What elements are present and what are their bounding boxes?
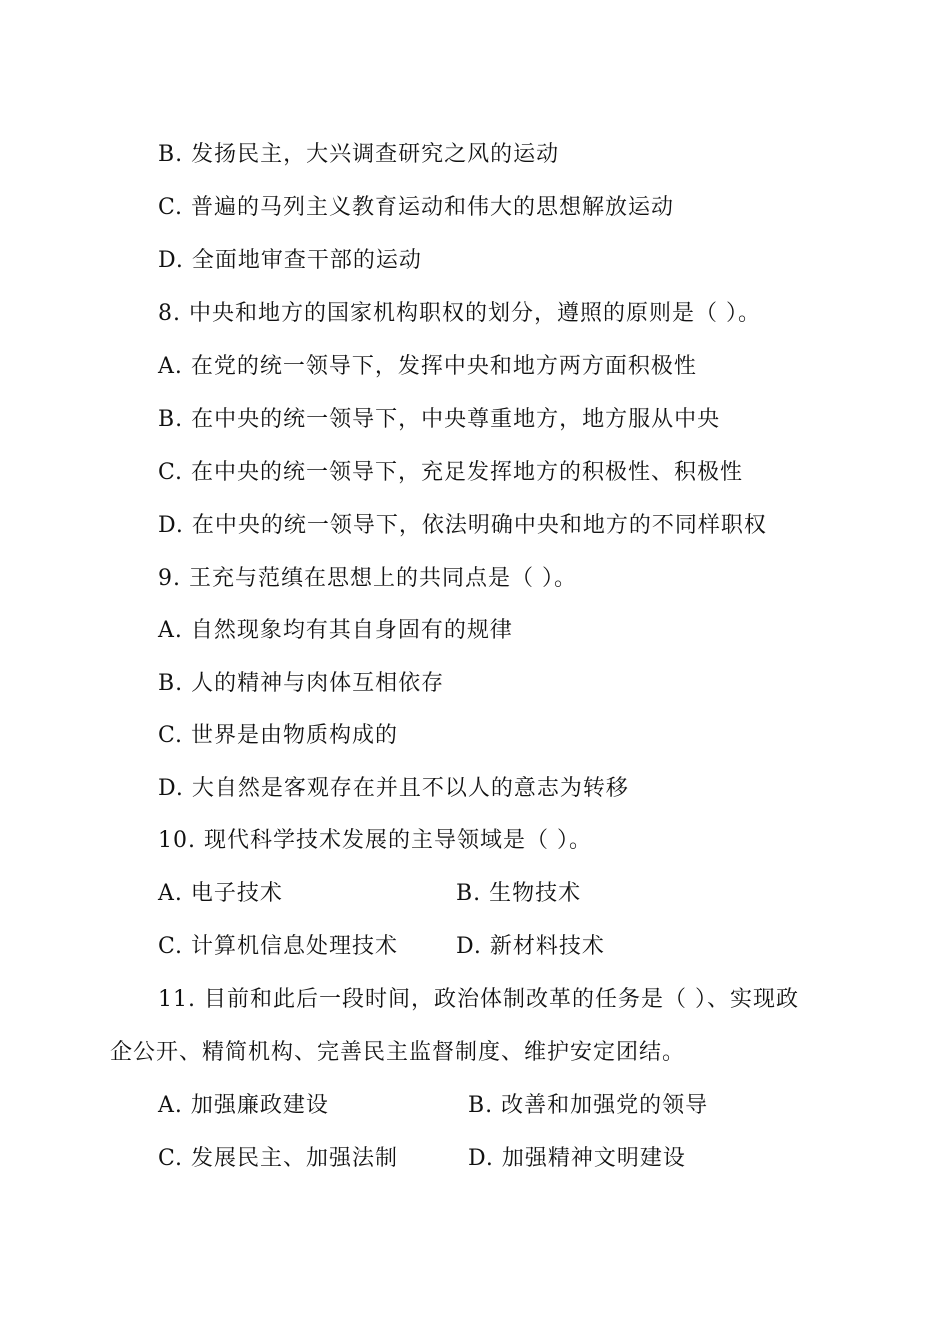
q9-option-c: C. 世界是由物质构成的: [158, 723, 399, 748]
q11-question-line1: 11. 目前和此后一段时间，政治体制改革的任务是（ ）、实现政: [158, 987, 799, 1012]
q8-question: 8. 中央和地方的国家机构职权的划分，遵照的原则是（ ）。: [158, 301, 761, 326]
q11-option-a: A. 加强廉政建设: [158, 1093, 329, 1118]
q8-option-c: C. 在中央的统一领导下，充足发挥地方的积极性、积极性: [158, 460, 744, 485]
q11-question-line2: 企公开、精简机构、完善民主监督制度、维护安定团结。: [110, 1040, 686, 1065]
q7-option-c: C. 普遍的马列主义教育运动和伟大的思想解放运动: [158, 195, 675, 220]
q8-option-a: A. 在党的统一领导下，发挥中央和地方两方面积极性: [158, 354, 697, 379]
q10-option-a: A. 电子技术: [158, 881, 283, 906]
q11-option-d: D. 加强精神文明建设: [468, 1146, 686, 1171]
q8-option-b: B. 在中央的统一领导下，中央尊重地方，地方服从中央: [158, 407, 721, 432]
q10-option-d: D. 新材料技术: [456, 934, 605, 959]
q8-option-d: D. 在中央的统一领导下，依法明确中央和地方的不同样职权: [158, 513, 767, 538]
q7-option-b: B. 发扬民主，大兴调查研究之风的运动: [158, 142, 560, 167]
q9-option-a: A. 自然现象均有其自身固有的规律: [158, 618, 513, 643]
q11-option-c: C. 发展民主、加强法制: [158, 1146, 399, 1171]
q9-option-b: B. 人的精神与肉体互相依存: [158, 671, 445, 696]
q9-question: 9. 王充与范缜在思想上的共同点是（ ）。: [158, 566, 577, 591]
q7-option-d: D. 全面地审查干部的运动: [158, 248, 422, 273]
q10-option-c: C. 计算机信息处理技术: [158, 934, 399, 959]
q10-question: 10. 现代科学技术发展的主导领域是（ ）。: [158, 828, 592, 853]
q9-option-d: D. 大自然是客观存在并且不以人的意志为转移: [158, 776, 629, 801]
q11-option-b: B. 改善和加强党的领导: [468, 1093, 709, 1118]
q10-option-b: B. 生物技术: [456, 881, 582, 906]
